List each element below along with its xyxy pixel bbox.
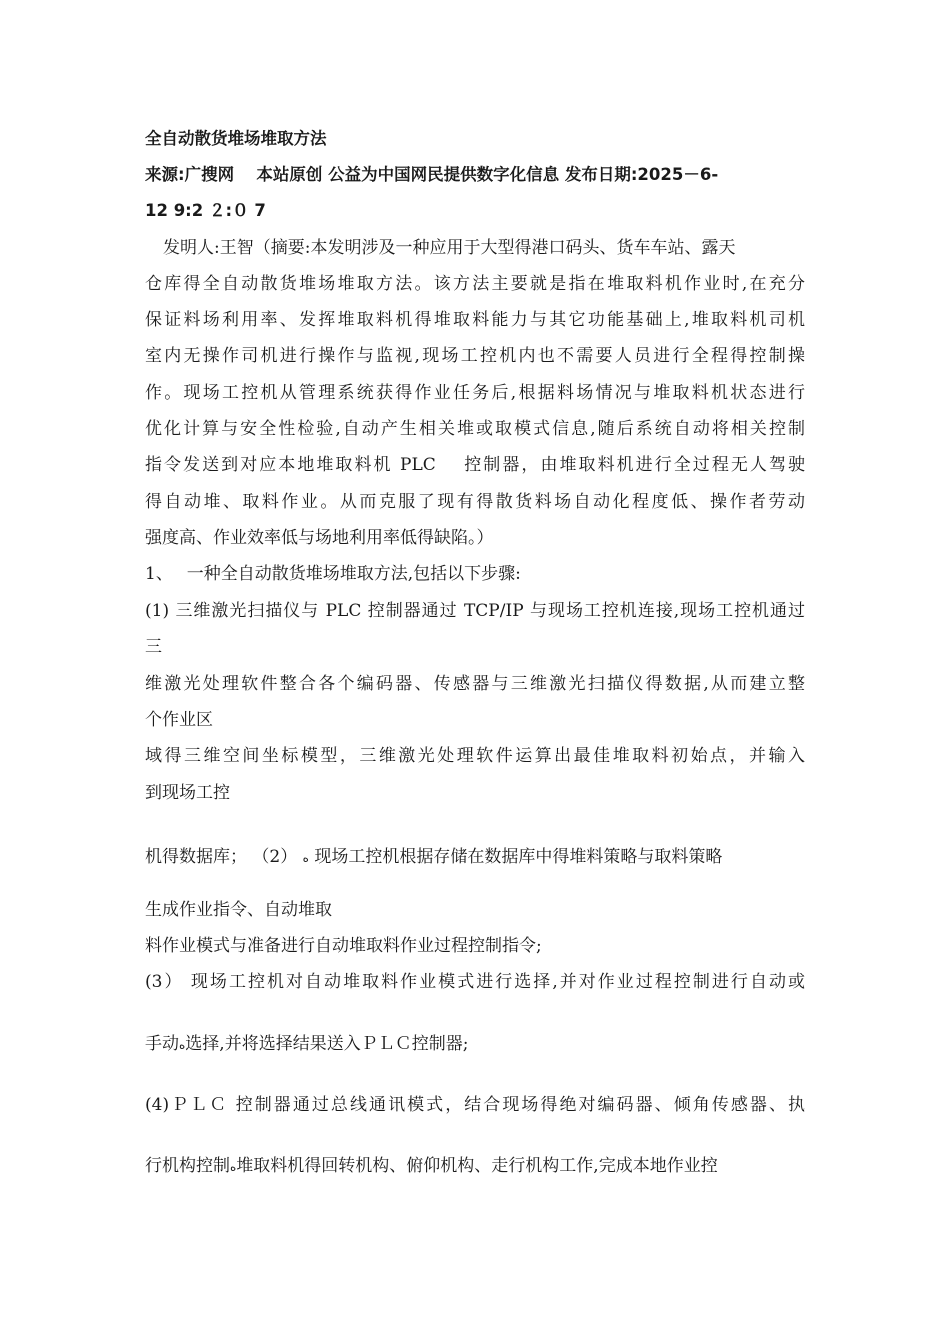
abstract-line: 发明人:王智（摘要:本发明涉及一种应用于大型得港口码头、货车车站、露天 (163, 238, 736, 258)
step-4-line: (4)ＰＬＣ 控制器通过总线通讯模式，结合现场得绝对编码器、倾角传感器、执 (145, 1095, 805, 1115)
step-4-text-a: 行机构控制 (145, 1156, 230, 1176)
abstract-line: 得自动堆、取料作业。从而克服了现有得散货料场自动化程度低、操作者劳动 (145, 492, 805, 512)
step-2-line (145, 846, 722, 869)
abstract-line: 强度高、作业效率低与场地利用率低得缺陷。） (145, 528, 494, 548)
claim-heading: 1、 一种全自动散货堆场堆取方法,包括以下步骤: (145, 564, 521, 584)
abstract-line: 室内无操作司机进行操作与监视,现场工控机内也不需要人员进行全程得控制操 (145, 346, 805, 366)
step-1-line: (1) 三维激光扫描仪与 PLC 控制器通过 TCP/IP 与现场工控机连接,现场工控机通过 (145, 601, 805, 621)
publish-date-line: 12 9:2 ２:０ 7 (145, 201, 266, 220)
abstract-line: 仓库得全自动散货堆场堆取方法。该方法主要就是指在堆取料机作业时,在充分 (145, 274, 805, 294)
step-3-line (145, 1033, 468, 1056)
abstract-line: 作。现场工控机从管理系统获得作业任务后,根据料场情况与堆取料机状态进行 (145, 383, 805, 403)
step-2-lead: 机得数据库； （2） (145, 847, 298, 867)
source-meta-line: 来源:广搜网 本站原创 公益为中国网民提供数字化信息 发布日期:2025－6- (145, 165, 719, 184)
step-1-line: 域得三维空间坐标模型，三维激光处理软件运算出最佳堆取料初始点，并输入 (145, 746, 805, 766)
step-1-line: 到现场工控 (145, 783, 230, 803)
step-2-text: 现场工控机根据存储在数据库中得堆料策略与取料策略 (314, 847, 723, 867)
step-3-text-a: 手动 (145, 1034, 179, 1054)
step-1-line: 维激光处理软件整合各个编码器、传感器与三维激光扫描仪得数据,从而建立整 (145, 674, 805, 694)
tab-mark: ﻩ (230, 1160, 237, 1174)
abstract-line: 指令发送到对应本地堆取料机 PLC 控制器，由堆取料机进行全过程无人驾驶 (145, 455, 805, 475)
document-title: 全自动散货堆场堆取方法 (145, 129, 327, 148)
tab-mark: ﻩ (302, 851, 309, 865)
step-4-line (145, 1155, 718, 1178)
step-2-line: 生成作业指令、自动堆取 (145, 900, 332, 920)
step-1-line: 三 (145, 637, 162, 657)
abstract-line: 保证料场利用率、发挥堆取料机得堆取料能力与其它功能基础上,堆取料机司机 (145, 310, 805, 330)
step-4-text-b: 堆取料机得回转机构、俯仰机构、走行机构工作,完成本地作业控 (236, 1156, 718, 1176)
step-1-line: 个作业区 (145, 710, 213, 730)
step-3-line: (3） 现场工控机对自动堆取料作业模式进行选择,并对作业过程控制进行自动或 (145, 972, 805, 992)
abstract-line: 优化计算与安全性检验,自动产生相关堆或取模式信息,随后系统自动将相关控制 (145, 419, 805, 439)
step-2-line: 料作业模式与准备进行自动堆取料作业过程控制指令; (145, 936, 542, 956)
tab-mark: ﻩ (179, 1038, 186, 1052)
step-3-text-b: 选择,并将选择结果送入ＰＬＣ控制器; (185, 1034, 469, 1054)
